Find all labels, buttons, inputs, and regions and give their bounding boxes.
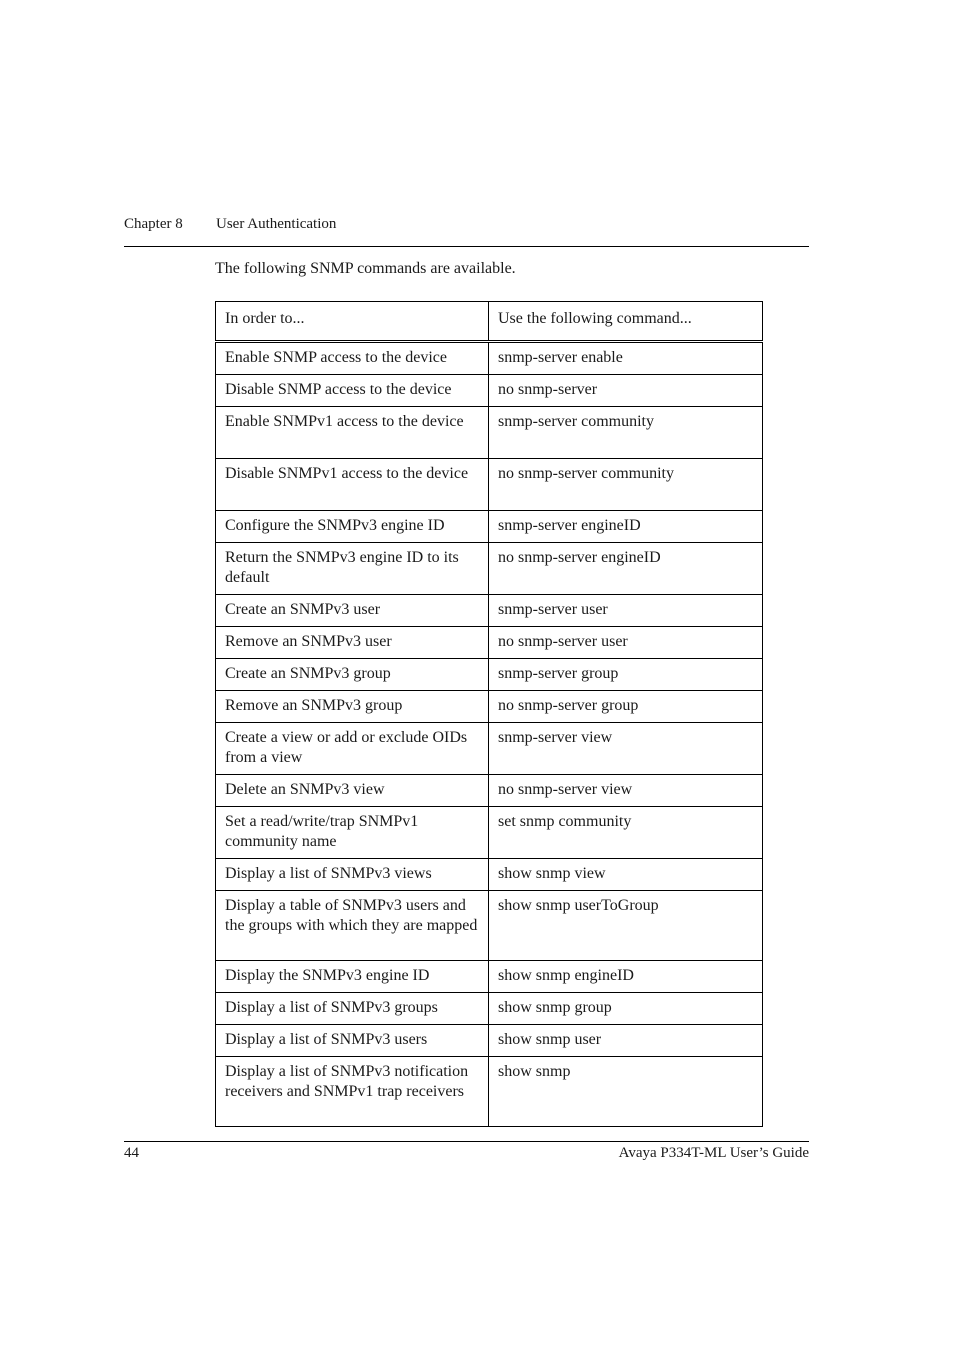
table-row [216,342,763,375]
table-row [216,993,763,1025]
command-cell: snmp-server engineID [489,511,763,543]
command-cell: show snmp userToGroup [489,891,763,961]
task-cell: Delete an SNMPv3 view [216,775,489,807]
intro-paragraph: The following SNMP commands are available. [215,260,516,277]
command-cell: show snmp view [489,859,763,891]
command-cell: snmp-server community [489,407,763,459]
task-cell: Create an SNMPv3 user [216,595,489,627]
command-cell: no snmp-server community [489,459,763,511]
running-header [124,215,809,247]
task-cell: Display a list of SNMPv3 users [216,1025,489,1057]
task-cell: Disable SNMP access to the device [216,375,489,407]
guide-title: Avaya P334T-ML User’s Guide [618,1145,809,1161]
task-cell: Return the SNMPv3 engine ID to its default [216,543,489,595]
table-row [216,459,763,511]
command-cell: no snmp-server [489,375,763,407]
table-row [216,627,763,659]
task-cell: Create an SNMPv3 group [216,659,489,691]
table-row [216,375,763,407]
task-cell: Remove an SNMPv3 user [216,627,489,659]
column-header-task: In order to... [216,302,489,342]
command-cell: snmp-server group [489,659,763,691]
task-cell: Display the SNMPv3 engine ID [216,961,489,993]
command-cell: show snmp group [489,993,763,1025]
table-row [216,659,763,691]
table-row [216,891,763,961]
task-cell: Remove an SNMPv3 group [216,691,489,723]
section-title: User Authentication [216,216,337,232]
table-row [216,407,763,459]
command-cell: no snmp-server engineID [489,543,763,595]
task-cell: Display a table of SNMPv3 users and the groups with which they are mapped [216,891,489,961]
table-row [216,691,763,723]
table-header-row [216,302,763,342]
command-cell: no snmp-server user [489,627,763,659]
table-row [216,807,763,859]
table-row [216,595,763,627]
table-row [216,1025,763,1057]
task-cell: Display a list of SNMPv3 groups [216,993,489,1025]
command-cell: no snmp-server group [489,691,763,723]
table-row [216,859,763,891]
task-cell: Display a list of SNMPv3 notification receivers and SNMPv1 trap receivers [216,1057,489,1127]
task-cell: Set a read/write/trap SNMPv1 community name [216,807,489,859]
task-cell: Create a view or add or exclude OIDs from a view [216,723,489,775]
command-cell: snmp-server enable [489,342,763,375]
table-row [216,961,763,993]
table-row [216,723,763,775]
table-row [216,1057,763,1127]
chapter-label: Chapter 8 [124,216,183,232]
command-cell: no snmp-server view [489,775,763,807]
table-row [216,775,763,807]
snmp-commands-table [215,301,763,1127]
command-cell: snmp-server user [489,595,763,627]
column-header-command: Use the following command... [489,302,763,342]
table-row [216,511,763,543]
page-number: 44 [124,1145,139,1161]
task-cell: Disable SNMPv1 access to the device [216,459,489,511]
task-cell: Enable SNMPv1 access to the device [216,407,489,459]
table-row [216,543,763,595]
command-cell: show snmp [489,1057,763,1127]
command-cell: set snmp community [489,807,763,859]
task-cell: Display a list of SNMPv3 views [216,859,489,891]
running-footer [124,1141,809,1161]
task-cell: Configure the SNMPv3 engine ID [216,511,489,543]
task-cell: Enable SNMP access to the device [216,342,489,375]
command-cell: show snmp user [489,1025,763,1057]
command-cell: show snmp engineID [489,961,763,993]
command-cell: snmp-server view [489,723,763,775]
